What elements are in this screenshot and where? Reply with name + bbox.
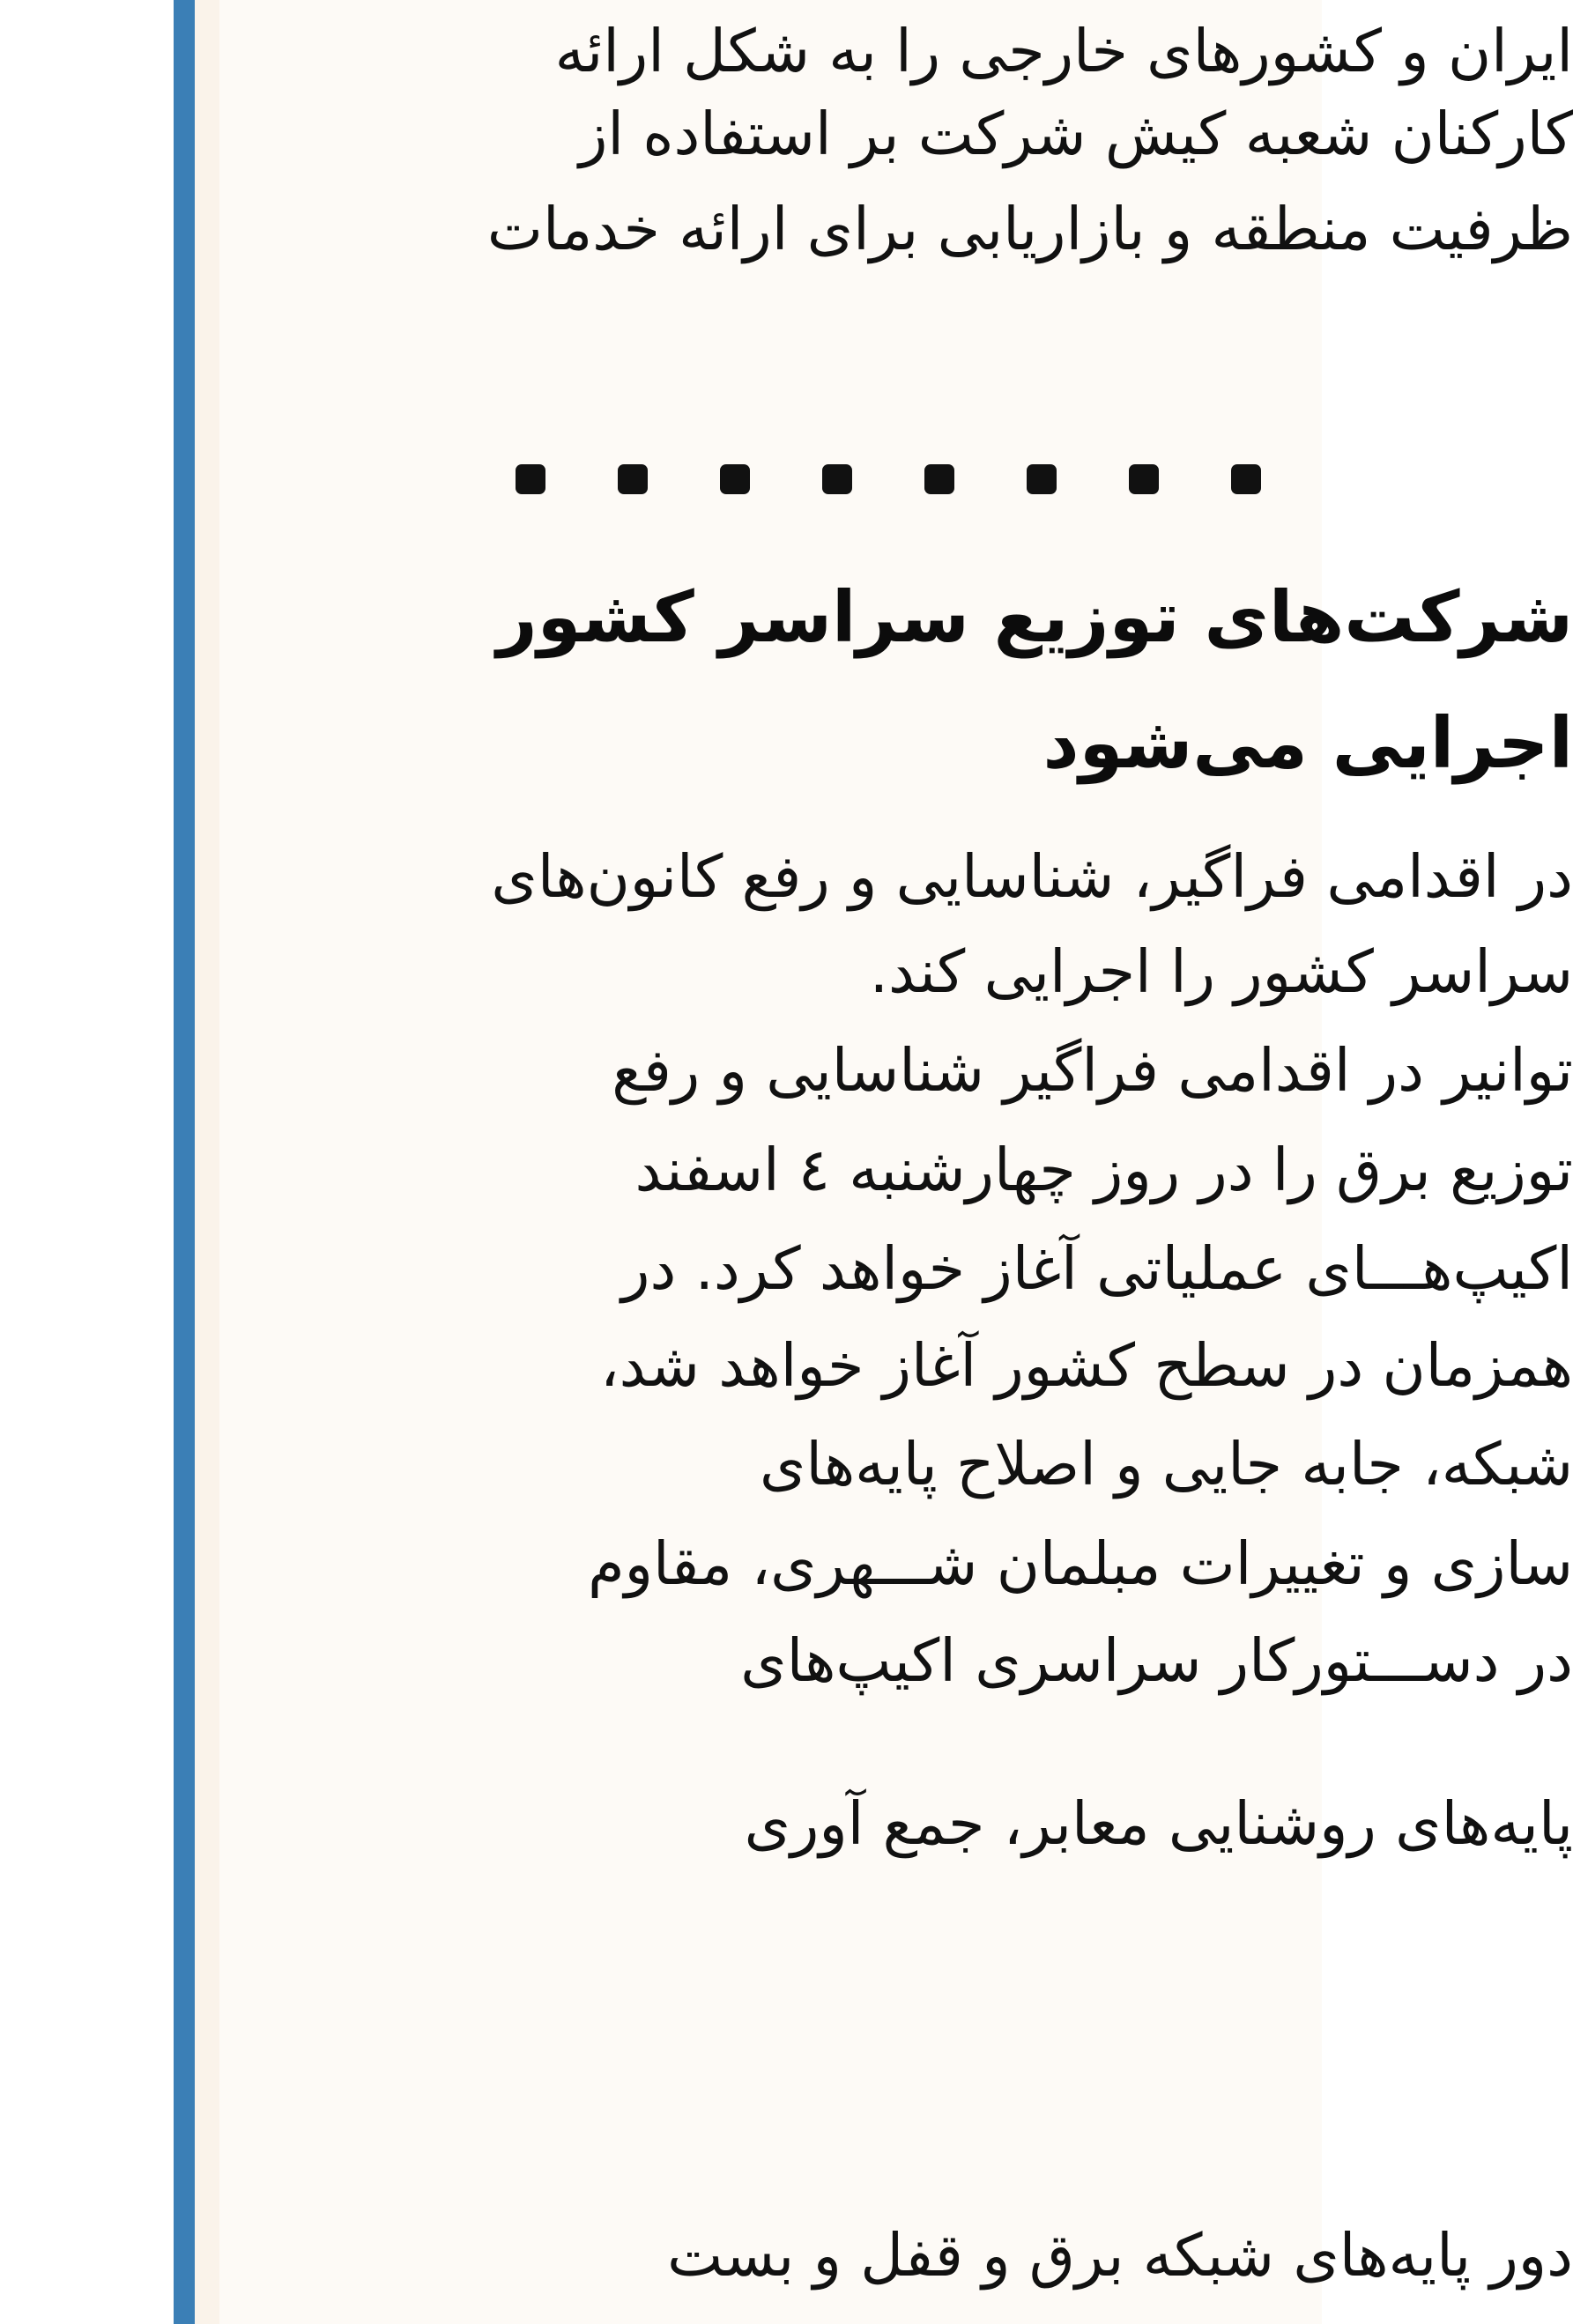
paragraph-2-line-3: اکیپ‌هـــای عملیاتی آغاز خواهد کرد. در xyxy=(621,1234,1573,1303)
left-margin xyxy=(0,0,174,2324)
article-top-line-3: ظرفیت منطقه و بازاریابی برای ارائه خدمات xyxy=(486,195,1573,263)
paragraph-1-line-1: در اقدامی فراگیر، شناسایی و رفع کانون‌های xyxy=(491,842,1573,911)
separator-dot xyxy=(1129,464,1159,494)
paragraph-3-line-2: دور پایه‌های شبکه برق و قفل و بست xyxy=(667,2221,1573,2290)
paragraph-2-line-6: سازی و تغییرات مبلمان شـــهری، مقاوم xyxy=(588,1529,1573,1598)
paragraph-2-line-2: توزیع برق را در روز چهارشنبه ٤ اسفند xyxy=(634,1136,1573,1204)
headline-line-1: شرکت‌های توزیع سراسر کشور xyxy=(496,576,1573,658)
headline-line-2: اجرایی می‌شود xyxy=(1042,702,1573,784)
paragraph-2-line-1: توانیر در اقدامی فراگیر شناسایی و رفع xyxy=(612,1036,1573,1105)
dotted-separator xyxy=(516,464,1322,496)
separator-dot xyxy=(822,464,852,494)
paragraph-2-line-5: شبکه، جابه جایی و اصلاح پایه‌های xyxy=(759,1430,1573,1499)
separator-dot xyxy=(720,464,750,494)
separator-dot xyxy=(1027,464,1057,494)
column-rule xyxy=(174,0,195,2324)
article-top-line-1: ایران و کشورهای خارجی را به شکل ارائه xyxy=(554,17,1573,85)
separator-dot xyxy=(1231,464,1261,494)
article-top-line-2: کارکنان شعبه کیش شرکت بر استفاده از xyxy=(579,100,1573,168)
separator-dot xyxy=(516,464,545,494)
separator-dot xyxy=(924,464,954,494)
paragraph-1-line-2: سراسر کشور را اجرایی کند. xyxy=(869,937,1573,1006)
separator-dot xyxy=(618,464,648,494)
paragraph-2-line-7: در دســـتورکار سراسری اکیپ‌های xyxy=(740,1626,1573,1695)
paragraph-2-line-4: همزمان در سطح کشور آغاز خواهد شد، xyxy=(600,1331,1573,1400)
paragraph-3-line-1: پایه‌های روشنایی معابر، جمع آوری xyxy=(744,1789,1573,1858)
